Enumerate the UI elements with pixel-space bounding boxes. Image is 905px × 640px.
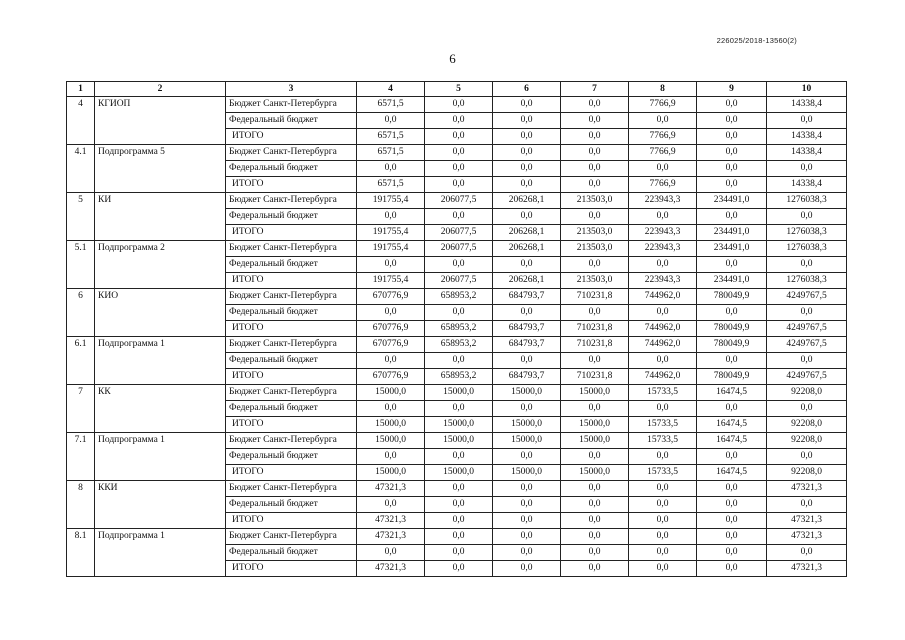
header-cell: 5 (425, 82, 493, 97)
value-cell: 744962,0 (629, 289, 697, 305)
value-cell: 0,0 (697, 177, 767, 193)
value-cell: 0,0 (357, 545, 425, 561)
value-cell: 0,0 (357, 113, 425, 129)
funding-source: ИТОГО (226, 225, 357, 241)
value-cell: 234491,0 (697, 225, 767, 241)
header-cell: 2 (95, 82, 226, 97)
value-cell: 0,0 (425, 145, 493, 161)
value-cell: 191755,4 (357, 193, 425, 209)
value-cell: 6571,5 (357, 129, 425, 145)
value-cell: 15000,0 (493, 433, 561, 449)
row-name: Подпрограмма 1 (95, 529, 226, 577)
header-cell: 6 (493, 82, 561, 97)
table-row (67, 145, 847, 161)
value-cell: 206268,1 (493, 241, 561, 257)
value-cell: 670776,9 (357, 321, 425, 337)
value-cell: 0,0 (357, 401, 425, 417)
value-cell: 0,0 (629, 561, 697, 577)
value-cell: 47321,3 (767, 481, 847, 497)
row-code: 5.1 (67, 241, 95, 289)
funding-source: Бюджет Санкт-Петербурга (226, 433, 357, 449)
table-row (67, 97, 847, 113)
header-cell: 1 (67, 82, 95, 97)
funding-source: Федеральный бюджет (226, 497, 357, 513)
row-name: Подпрограмма 5 (95, 145, 226, 193)
value-cell: 0,0 (697, 113, 767, 129)
value-cell: 14338,4 (767, 145, 847, 161)
value-cell: 0,0 (493, 401, 561, 417)
value-cell: 0,0 (561, 481, 629, 497)
row-code: 7.1 (67, 433, 95, 481)
row-name: Подпрограмма 1 (95, 337, 226, 385)
value-cell: 47321,3 (767, 513, 847, 529)
value-cell: 0,0 (425, 305, 493, 321)
table-row (67, 241, 847, 257)
value-cell: 0,0 (697, 513, 767, 529)
value-cell: 47321,3 (357, 513, 425, 529)
value-cell: 15733,5 (629, 433, 697, 449)
value-cell: 0,0 (561, 209, 629, 225)
value-cell: 0,0 (561, 257, 629, 273)
value-cell: 1276038,3 (767, 273, 847, 289)
value-cell: 0,0 (425, 529, 493, 545)
value-cell: 0,0 (425, 481, 493, 497)
row-code: 8 (67, 481, 95, 529)
value-cell: 0,0 (493, 561, 561, 577)
value-cell: 1276038,3 (767, 225, 847, 241)
value-cell: 206077,5 (425, 241, 493, 257)
value-cell: 223943,3 (629, 273, 697, 289)
value-cell: 658953,2 (425, 321, 493, 337)
row-code: 6.1 (67, 337, 95, 385)
header-cell: 10 (767, 82, 847, 97)
header-cell: 8 (629, 82, 697, 97)
value-cell: 780049,9 (697, 337, 767, 353)
value-cell: 0,0 (697, 481, 767, 497)
value-cell: 234491,0 (697, 273, 767, 289)
value-cell: 7766,9 (629, 177, 697, 193)
value-cell: 1276038,3 (767, 193, 847, 209)
funding-source: Федеральный бюджет (226, 449, 357, 465)
value-cell: 0,0 (425, 209, 493, 225)
value-cell: 0,0 (357, 161, 425, 177)
funding-source: Федеральный бюджет (226, 161, 357, 177)
value-cell: 0,0 (425, 513, 493, 529)
value-cell: 0,0 (357, 209, 425, 225)
value-cell: 15000,0 (493, 417, 561, 433)
budget-table (66, 81, 847, 577)
value-cell: 684793,7 (493, 369, 561, 385)
value-cell: 47321,3 (767, 561, 847, 577)
value-cell: 14338,4 (767, 129, 847, 145)
value-cell: 4249767,5 (767, 289, 847, 305)
value-cell: 0,0 (629, 497, 697, 513)
value-cell: 0,0 (767, 305, 847, 321)
funding-source: ИТОГО (226, 321, 357, 337)
value-cell: 213503,0 (561, 241, 629, 257)
value-cell: 0,0 (561, 497, 629, 513)
value-cell: 0,0 (561, 529, 629, 545)
funding-source: Бюджет Санкт-Петербурга (226, 97, 357, 113)
value-cell: 6571,5 (357, 177, 425, 193)
table-row (67, 337, 847, 353)
value-cell: 710231,8 (561, 321, 629, 337)
value-cell: 0,0 (561, 129, 629, 145)
value-cell: 744962,0 (629, 321, 697, 337)
table-row (67, 433, 847, 449)
value-cell: 0,0 (697, 401, 767, 417)
value-cell: 0,0 (767, 497, 847, 513)
value-cell: 0,0 (767, 449, 847, 465)
funding-source: Бюджет Санкт-Петербурга (226, 193, 357, 209)
table-row (67, 481, 847, 497)
value-cell: 710231,8 (561, 337, 629, 353)
value-cell: 0,0 (561, 161, 629, 177)
funding-source: ИТОГО (226, 369, 357, 385)
value-cell: 0,0 (629, 513, 697, 529)
value-cell: 0,0 (629, 481, 697, 497)
value-cell: 684793,7 (493, 321, 561, 337)
value-cell: 780049,9 (697, 369, 767, 385)
value-cell: 0,0 (767, 353, 847, 369)
value-cell: 0,0 (425, 113, 493, 129)
value-cell: 780049,9 (697, 289, 767, 305)
funding-source: Бюджет Санкт-Петербурга (226, 529, 357, 545)
table-row (67, 385, 847, 401)
value-cell: 6571,5 (357, 145, 425, 161)
value-cell: 0,0 (561, 513, 629, 529)
value-cell: 0,0 (357, 497, 425, 513)
row-name: КИО (95, 289, 226, 337)
value-cell: 0,0 (493, 481, 561, 497)
value-cell: 47321,3 (357, 529, 425, 545)
funding-source: Бюджет Санкт-Петербурга (226, 241, 357, 257)
funding-source: Бюджет Санкт-Петербурга (226, 385, 357, 401)
value-cell: 0,0 (697, 145, 767, 161)
value-cell: 0,0 (561, 449, 629, 465)
value-cell: 0,0 (425, 161, 493, 177)
value-cell: 14338,4 (767, 97, 847, 113)
value-cell: 0,0 (493, 257, 561, 273)
value-cell: 0,0 (697, 161, 767, 177)
value-cell: 0,0 (767, 113, 847, 129)
header-cell: 7 (561, 82, 629, 97)
value-cell: 0,0 (767, 209, 847, 225)
value-cell: 213503,0 (561, 273, 629, 289)
value-cell: 658953,2 (425, 369, 493, 385)
value-cell: 16474,5 (697, 385, 767, 401)
funding-source: ИТОГО (226, 513, 357, 529)
value-cell: 670776,9 (357, 369, 425, 385)
value-cell: 0,0 (425, 497, 493, 513)
value-cell: 0,0 (493, 129, 561, 145)
value-cell: 223943,3 (629, 193, 697, 209)
value-cell: 0,0 (697, 305, 767, 321)
value-cell: 684793,7 (493, 289, 561, 305)
header-cell: 9 (697, 82, 767, 97)
value-cell: 15733,5 (629, 417, 697, 433)
funding-source: ИТОГО (226, 465, 357, 481)
value-cell: 15000,0 (493, 385, 561, 401)
value-cell: 15000,0 (561, 385, 629, 401)
value-cell: 0,0 (425, 401, 493, 417)
value-cell: 0,0 (493, 529, 561, 545)
value-cell: 14338,4 (767, 177, 847, 193)
value-cell: 0,0 (629, 257, 697, 273)
funding-source: Федеральный бюджет (226, 401, 357, 417)
value-cell: 15000,0 (561, 433, 629, 449)
funding-source: Бюджет Санкт-Петербурга (226, 481, 357, 497)
value-cell: 7766,9 (629, 145, 697, 161)
value-cell: 0,0 (561, 145, 629, 161)
value-cell: 6571,5 (357, 97, 425, 113)
value-cell: 0,0 (425, 353, 493, 369)
value-cell: 744962,0 (629, 369, 697, 385)
funding-source: Бюджет Санкт-Петербурга (226, 145, 357, 161)
value-cell: 0,0 (493, 113, 561, 129)
value-cell: 0,0 (425, 257, 493, 273)
table-row (67, 289, 847, 305)
value-cell: 710231,8 (561, 289, 629, 305)
funding-source: ИТОГО (226, 417, 357, 433)
value-cell: 0,0 (697, 497, 767, 513)
value-cell: 0,0 (357, 449, 425, 465)
value-cell: 780049,9 (697, 321, 767, 337)
value-cell: 4249767,5 (767, 369, 847, 385)
value-cell: 223943,3 (629, 241, 697, 257)
funding-source: ИТОГО (226, 273, 357, 289)
table-body (67, 97, 847, 577)
value-cell: 0,0 (629, 401, 697, 417)
value-cell: 15000,0 (493, 465, 561, 481)
value-cell: 0,0 (697, 257, 767, 273)
value-cell: 47321,3 (767, 529, 847, 545)
value-cell: 15000,0 (357, 465, 425, 481)
row-name: Подпрограмма 2 (95, 241, 226, 289)
row-code: 8.1 (67, 529, 95, 577)
value-cell: 0,0 (493, 545, 561, 561)
row-name: КК (95, 385, 226, 433)
value-cell: 0,0 (697, 97, 767, 113)
value-cell: 15733,5 (629, 385, 697, 401)
funding-source: Федеральный бюджет (226, 113, 357, 129)
document-id: 226025/2018-13560(2) (716, 36, 797, 45)
value-cell: 658953,2 (425, 337, 493, 353)
value-cell: 0,0 (561, 353, 629, 369)
value-cell: 0,0 (493, 161, 561, 177)
value-cell: 191755,4 (357, 273, 425, 289)
value-cell: 15000,0 (561, 465, 629, 481)
value-cell: 16474,5 (697, 433, 767, 449)
value-cell: 7766,9 (629, 129, 697, 145)
value-cell: 0,0 (493, 209, 561, 225)
value-cell: 206268,1 (493, 193, 561, 209)
value-cell: 0,0 (629, 161, 697, 177)
table-row (67, 529, 847, 545)
value-cell: 4249767,5 (767, 321, 847, 337)
value-cell: 684793,7 (493, 337, 561, 353)
header-row (67, 82, 847, 97)
value-cell: 0,0 (425, 97, 493, 113)
value-cell: 0,0 (629, 449, 697, 465)
funding-source: Федеральный бюджет (226, 305, 357, 321)
value-cell: 15000,0 (425, 465, 493, 481)
value-cell: 191755,4 (357, 241, 425, 257)
funding-source: ИТОГО (226, 561, 357, 577)
value-cell: 15000,0 (357, 385, 425, 401)
value-cell: 4249767,5 (767, 337, 847, 353)
row-name: КГИОП (95, 97, 226, 145)
row-code: 7 (67, 385, 95, 433)
value-cell: 0,0 (493, 353, 561, 369)
value-cell: 0,0 (697, 561, 767, 577)
value-cell: 0,0 (357, 305, 425, 321)
value-cell: 16474,5 (697, 417, 767, 433)
funding-source: Федеральный бюджет (226, 257, 357, 273)
value-cell: 47321,3 (357, 561, 425, 577)
row-name: КИ (95, 193, 226, 241)
header-cell: 4 (357, 82, 425, 97)
value-cell: 92208,0 (767, 465, 847, 481)
value-cell: 0,0 (697, 545, 767, 561)
value-cell: 0,0 (629, 209, 697, 225)
value-cell: 0,0 (767, 401, 847, 417)
value-cell: 213503,0 (561, 193, 629, 209)
row-code: 5 (67, 193, 95, 241)
row-code: 6 (67, 289, 95, 337)
value-cell: 710231,8 (561, 369, 629, 385)
value-cell: 0,0 (561, 305, 629, 321)
value-cell: 206268,1 (493, 225, 561, 241)
value-cell: 670776,9 (357, 289, 425, 305)
value-cell: 0,0 (629, 545, 697, 561)
row-name: ККИ (95, 481, 226, 529)
funding-source: ИТОГО (226, 177, 357, 193)
funding-source: Федеральный бюджет (226, 545, 357, 561)
table-row (67, 193, 847, 209)
value-cell: 670776,9 (357, 337, 425, 353)
value-cell: 0,0 (561, 113, 629, 129)
value-cell: 0,0 (767, 257, 847, 273)
value-cell: 0,0 (697, 129, 767, 145)
value-cell: 15000,0 (561, 417, 629, 433)
value-cell: 0,0 (493, 449, 561, 465)
value-cell: 15000,0 (425, 385, 493, 401)
value-cell: 0,0 (629, 305, 697, 321)
value-cell: 0,0 (697, 209, 767, 225)
value-cell: 0,0 (561, 177, 629, 193)
row-code: 4 (67, 97, 95, 145)
value-cell: 15733,5 (629, 465, 697, 481)
value-cell: 0,0 (493, 97, 561, 113)
value-cell: 213503,0 (561, 225, 629, 241)
funding-source: Бюджет Санкт-Петербурга (226, 337, 357, 353)
value-cell: 0,0 (561, 97, 629, 113)
value-cell: 0,0 (561, 545, 629, 561)
funding-source: Бюджет Санкт-Петербурга (226, 289, 357, 305)
value-cell: 0,0 (629, 113, 697, 129)
value-cell: 0,0 (425, 449, 493, 465)
value-cell: 92208,0 (767, 417, 847, 433)
value-cell: 0,0 (629, 529, 697, 545)
value-cell: 0,0 (357, 353, 425, 369)
value-cell: 0,0 (493, 145, 561, 161)
value-cell: 0,0 (425, 561, 493, 577)
value-cell: 15000,0 (425, 417, 493, 433)
funding-source: Федеральный бюджет (226, 353, 357, 369)
value-cell: 15000,0 (357, 433, 425, 449)
value-cell: 234491,0 (697, 241, 767, 257)
value-cell: 0,0 (493, 513, 561, 529)
value-cell: 0,0 (493, 305, 561, 321)
value-cell: 0,0 (697, 529, 767, 545)
page-number: 6 (449, 51, 456, 66)
row-name: Подпрограмма 1 (95, 433, 226, 481)
value-cell: 0,0 (493, 497, 561, 513)
value-cell: 1276038,3 (767, 241, 847, 257)
row-code: 4.1 (67, 145, 95, 193)
value-cell: 16474,5 (697, 465, 767, 481)
value-cell: 7766,9 (629, 97, 697, 113)
value-cell: 0,0 (425, 545, 493, 561)
value-cell: 15000,0 (357, 417, 425, 433)
value-cell: 0,0 (425, 129, 493, 145)
value-cell: 92208,0 (767, 433, 847, 449)
value-cell: 0,0 (357, 257, 425, 273)
value-cell: 658953,2 (425, 289, 493, 305)
value-cell: 0,0 (697, 353, 767, 369)
value-cell: 234491,0 (697, 193, 767, 209)
value-cell: 47321,3 (357, 481, 425, 497)
value-cell: 0,0 (697, 449, 767, 465)
value-cell: 0,0 (561, 561, 629, 577)
funding-source: Федеральный бюджет (226, 209, 357, 225)
value-cell: 0,0 (561, 401, 629, 417)
funding-source: ИТОГО (226, 129, 357, 145)
value-cell: 0,0 (629, 353, 697, 369)
value-cell: 0,0 (425, 177, 493, 193)
value-cell: 206268,1 (493, 273, 561, 289)
value-cell: 191755,4 (357, 225, 425, 241)
value-cell: 92208,0 (767, 385, 847, 401)
value-cell: 15000,0 (425, 433, 493, 449)
value-cell: 0,0 (767, 545, 847, 561)
header-cell: 3 (226, 82, 357, 97)
value-cell: 0,0 (767, 161, 847, 177)
value-cell: 206077,5 (425, 225, 493, 241)
value-cell: 0,0 (493, 177, 561, 193)
value-cell: 206077,5 (425, 193, 493, 209)
value-cell: 744962,0 (629, 337, 697, 353)
value-cell: 206077,5 (425, 273, 493, 289)
value-cell: 223943,3 (629, 225, 697, 241)
